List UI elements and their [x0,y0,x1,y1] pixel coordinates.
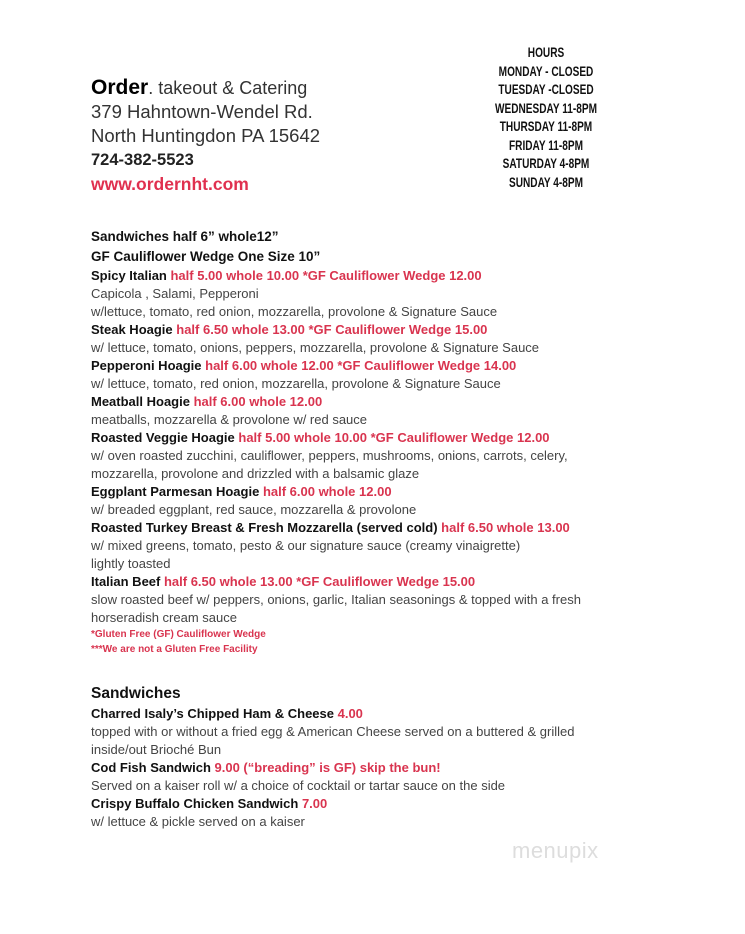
gluten-note: *Gluten Free (GF) Cauliflower Wedge [91,629,266,640]
menu-item-price: 9.00 (“breading” is GF) skip the bun! [214,760,441,775]
menu-item-description: meatballs, mozzarella & provolone w/ red sauce [91,412,368,427]
menu-item-title [91,573,731,591]
hours-line: SUNDAY 4-8PM [509,173,583,190]
menu-item-name: Roasted Turkey Breast & Fresh Mozzarella (served cold) [91,520,442,535]
section-heading: Sandwiches half 6” whole12” [91,229,279,244]
hours-line: TUESDAY -CLOSED [498,81,594,97]
menu-item-name: Italian Beef [91,574,164,589]
menu-item-price: half 6.00 whole 12.00 [193,394,323,409]
tagline: . takeout & Catering [148,78,308,98]
phone-number: 724-382-5523 [91,151,194,169]
section-subheading: GF Cauliflower Wedge One Size 10” [91,249,321,264]
menu-item-price: half 6.00 whole 12.00 [262,484,392,499]
menu-item-title [91,267,731,285]
menu-item-description: w/ oven roasted zucchini, cauliflower, peppers, mushrooms, onions, carrots, celery, [91,448,568,463]
restaurant-header [91,76,320,196]
menu-item-title [91,429,731,447]
menu-item-price: 7.00 [301,796,328,811]
menu-item-description: w/ lettuce, tomato, onions, peppers, mozzarella, provolone & Signature Sauce [91,340,540,355]
menu-item-title [91,705,731,723]
hours-block [466,43,626,191]
menu-item-description: w/ mixed greens, tomato, pesto & our signature sauce (creamy vinaigrette) [91,538,521,553]
menu-item-title [91,321,731,339]
menu-item-title [91,795,731,813]
menu-item-name: Charred Isaly’s Chipped Ham & Cheese [91,706,338,721]
menu-item-name: Crispy Buffalo Chicken Sandwich [91,796,302,811]
menu-item-name: Spicy Italian [91,268,171,283]
hours-line: FRIDAY 11-8PM [509,136,583,153]
menu-item-price: half 6.50 whole 13.00 *GF Cauliflower Wedge 15.00 [176,322,488,337]
menu-item-description: horseradish cream sauce [91,610,237,625]
hours-title: HOURS [527,44,565,60]
menu-item-description: topped with or without a fried egg & American Cheese served on a buttered & grilled [91,724,575,739]
menu-item-description: Capicola , Salami, Pepperoni [91,286,259,301]
menu-item-description: slow roasted beef w/ peppers, onions, garlic, Italian seasonings & topped with a fresh [91,592,581,607]
menu-item-name: Cod Fish Sandwich [91,760,215,775]
menu-item-name: Meatball Hoagie [91,394,194,409]
menu-item-description: mozzarella, provolone and drizzled with a balsamic glaze [91,466,420,481]
menu-item-name: Roasted Veggie Hoagie [91,430,239,445]
hours-line: MONDAY - CLOSED [498,62,594,79]
menu-item-title [91,519,731,537]
hours-line: THURSDAY 11-8PM [499,118,593,134]
website-link[interactable]: www.ordernht.com [91,174,249,194]
hours-line: SATURDAY 4-8PM [502,155,590,171]
gluten-note: ***We are not a Gluten Free Facility [91,644,258,655]
menu-item-description: w/lettuce, tomato, red onion, mozzarella, provolone & Signature Sauce [91,304,498,319]
menu-item-price: 4.00 [337,706,363,721]
menupix-watermark: menupix [512,838,599,863]
menu-item-price: half 6.50 whole 13.00 *GF Cauliflower Wedge 15.00 [163,574,476,589]
menu-item-name: Eggplant Parmesan Hoagie [91,484,263,499]
menu-item-description: w/ lettuce, tomato, red onion, mozzarella, provolone & Signature Sauce [91,376,501,391]
address-line-1: 379 Hahntown-Wendel Rd. [91,101,313,122]
menu-item-price: half 5.00 whole 10.00 *GF Cauliflower Wedge 12.00 [238,430,550,445]
menu-item-price: half 6.00 whole 12.00 *GF Cauliflower Wedge 14.00 [205,358,517,373]
brand-name: Order [91,76,149,99]
menu-body [91,227,731,831]
menu-item-description: inside/out Brioché Bun [91,742,222,757]
address-line-2: North Huntingdon PA 15642 [91,125,321,146]
menu-item-price: half 5.00 whole 10.00 *GF Cauliflower Wedge 12.00 [170,268,482,283]
menu-item-description: lightly toasted [91,556,171,571]
menu-item-name: Pepperoni Hoagie [91,358,206,373]
menu-item-title [91,759,731,777]
section-heading-sandwiches: Sandwiches [91,685,181,702]
menu-item-name: Steak Hoagie [91,322,177,337]
menu-item-title [91,393,731,411]
menu-item-title [91,483,731,501]
menu-item-price: half 6.50 whole 13.00 [441,520,570,535]
menu-item-description: Served on a kaiser roll w/ a choice of cocktail or tartar sauce on the side [91,778,506,793]
menu-item-description: w/ breaded eggplant, red sauce, mozzarella & provolone [91,502,417,517]
menu-item-title [91,357,731,375]
hours-line: WEDNESDAY 11-8PM [495,99,597,116]
menu-item-description: w/ lettuce & pickle served on a kaiser [91,814,305,829]
